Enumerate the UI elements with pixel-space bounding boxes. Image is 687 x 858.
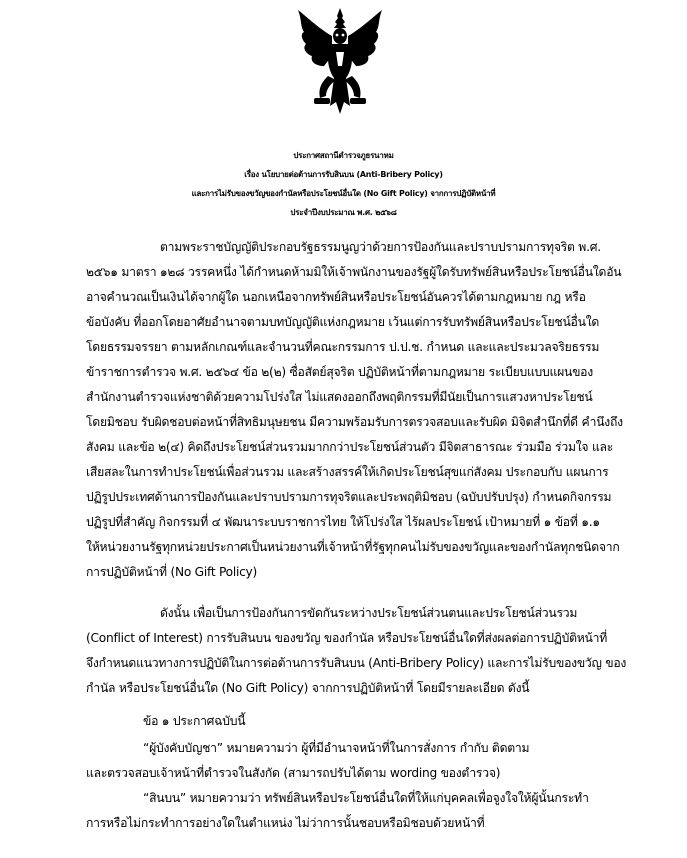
para2-line: กำนัล หรือประโยชน์อื่นใด (No Gift Policy) จากการปฏิบัติหน้าที่ โดยมีรายละเอียด ดังนี้ (86, 681, 530, 695)
para1-line: โดยธรรมจรรยา ตามหลักเกณฑ์และจำนวนที่คณะกรรมการ ป.ป.ช. กำหนด และและประมวลจริยธรรม (86, 340, 600, 354)
para1-line: อาจคำนวณเป็นเงินได้จากผู้ใด นอกเหนือจากทรัพย์สินหรือประโยชน์อันควรได้ตามกฎหมาย กฎ หรือ (86, 290, 586, 304)
fiscal-year-line: ประจำปีงบประมาณ พ.ศ. ๒๕๖๘ (290, 208, 397, 217)
para1-line: ข้าราชการตำรวจ พ.ศ. ๒๕๖๔ ข้อ ๒(๒) ซื่อสัตย์สุจริต ปฏิบัติหน้าที่ตามกฎหมาย ระเบียบแบบแผนของ (86, 365, 593, 379)
definition-supervisor-line: และตรวจสอบเจ้าหน้าที่ตำรวจในสังกัด (สามารถปรับได้ตาม wording ของตำรวจ) (86, 766, 501, 780)
definition-bribe-line: การหรือไม่กระทำการอย่างใดในตำแหน่ง ไม่ว่าการนั้นชอบหรือมิชอบด้วยหน้าที่ (86, 816, 485, 830)
para2-line: จึงกำหนดแนวทางการปฏิบัติในการต่อต้านการรับสินบน (Anti-Bribery Policy) และการไม่รับของขวัญ ของ (86, 656, 627, 670)
para1-line: สำนักงานตำรวจแห่งชาติด้วยความโปร่งใส ไม่แสดงออกถึงพฤติกรรมที่มีนัยเป็นการแสวงหาประโยชน์ (86, 390, 593, 404)
para1-line: เสียสละในการทำประโยชน์เพื่อส่วนรวม และสร้างสรรค์ให้เกิดประโยชน์สุขแก่สังคม ประกอบกับ แผนการ (86, 465, 609, 479)
definition-bribe-line: “สินบน” หมายความว่า ทรัพย์สินหรือประโยชน์อื่นใดที่ให้แก่บุคคลเพื่อจูงใจให้ผู้นั้นกระทำ (143, 791, 589, 805)
para1-line: ตามพระราชบัญญัติประกอบรัฐธรรมนูญว่าด้วยการป้องกันและปราบปรามการทุจริต พ.ศ. (160, 240, 601, 254)
para1-line: โดยมิชอบ รับผิดชอบต่อหน้าที่สิทธิมนุษยชน มีความพร้อมรับการตรวจสอบและรับผิด มิจิตสำนึกที่ดี คำนึงถึง (86, 415, 623, 429)
subject-line-1: เรื่อง นโยบายต่อต้านการรับสินบน (Anti-Bribery Policy) (244, 170, 443, 179)
para1-line: ข้อบังคับ ที่ออกโดยอาศัยอำนาจตามบทบัญญัติแห่งกฎหมาย เว้นแต่การรับทรัพย์สินหรือประโยชน์อื่นใด (86, 315, 600, 329)
garuda-emblem-icon (296, 6, 384, 118)
subject-line-2: และการไม่รับของขวัญของกำนัลหรือประโยชน์อื่นใด (No Gift Policy) จากการปฏิบัติหน้าที่ (191, 189, 496, 198)
para1-line: ๒๕๖๑ มาตรา ๑๒๘ วรรคหนึ่ง ได้กำหนดห้ามมิให้เจ้าพนักงานของรัฐผู้ใดรับทรัพย์สินหรือประโยชน์อื่นใดอัน (86, 265, 622, 279)
para1-line: การปฏิบัติหน้าที่ (No Gift Policy) (86, 565, 258, 579)
definition-supervisor-line: “ผู้บังคับบัญชา” หมายความว่า ผู้ที่มีอำนาจหน้าที่ในการสั่งการ กำกับ ติดตาม (143, 741, 530, 755)
announcement-title: ประกาศสถานีตำรวจภูธรนาหม (293, 151, 394, 160)
para2-line: ดังนั้น เพื่อเป็นการป้องกันการขัดกันระหว่างประโยชน์ส่วนตนและประโยชน์ส่วนรวม (160, 606, 578, 620)
para1-line: ปฏิรูปประเทศด้านการป้องกันและปราบปรามการทุจริตและประพฤติมิชอบ (ฉบับปรับปรุง) กำหนดกิจกรรม (86, 490, 612, 504)
para2-line: (Conflict of Interest) การรับสินบน ของขวัญ ของกำนัล หรือประโยชน์อื่นใดที่ส่งผลต่อการปฏิบัติหน้าที่ (86, 631, 608, 645)
para1-line: สังคม และข้อ ๒(๔) คิดถึงประโยชน์ส่วนรวมมากกว่าประโยชน์ส่วนตัว มีจิตสาธารณะ ร่วมมือ ร่วมใจ และ (86, 440, 614, 454)
clause-1-title: ข้อ ๑ ประกาศฉบับนี้ (143, 714, 246, 728)
para1-line: ปฏิรูปที่สำคัญ กิจกรรมที่ ๔ พัฒนาระบบราชการไทย ให้โปร่งใส ไร้ผลประโยชน์ เป้าหมายที่ ๑ ข้อที่ ๑.๑ (86, 515, 600, 529)
para1-line: ให้หน่วยงานรัฐทุกหน่วยประกาศเป็นหน่วยงานที่เจ้าหน้าที่รัฐทุกคนไม่รับของขวัญและของกำนัลทุกชนิดจาก (86, 540, 620, 554)
